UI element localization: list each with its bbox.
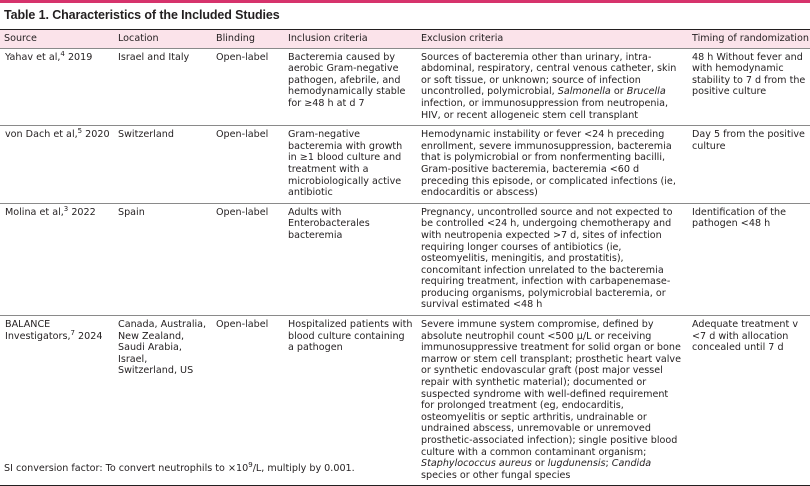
- table-row: [0, 316, 810, 486]
- col-header-location: Location: [114, 30, 212, 48]
- cell-timing: 48 h Without fever and with hemodynamic stability to 7 d from the positive culture: [688, 48, 810, 126]
- cell-source: Molina et al,$^3$ 2022: [0, 203, 114, 315]
- cell-exclusion: Pregnancy, uncontrolled source and not expected to be controlled <24 h, undergoing chemotherapy and with neutropenia expected >7 d, sites of infection requiring longer courses of antibiotics (ie, osteomyelitis, meningitis, and prostatitis), concomitant infection unrelated to the bacteremia requiring treatment, infection with carbapenemase-producing organisms, polymicrobial bacteremia, or survival estimated <48 h: [417, 203, 688, 315]
- col-header-inclusion: Inclusion criteria: [284, 30, 417, 48]
- accent-top-bar: [0, 0, 810, 3]
- col-header-blinding: Blinding: [212, 30, 284, 48]
- footnote: SI conversion factor: To convert neutrophils to $\times 10^9/L$, multiply by 0.001.: [4, 460, 355, 474]
- studies-table: [0, 30, 810, 486]
- col-header-timing: Timing of randomization: [688, 30, 810, 48]
- col-header-source: Source: [0, 30, 114, 48]
- cell-blinding: Open-label: [212, 203, 284, 315]
- cell-location: Switzerland: [114, 126, 212, 204]
- cell-inclusion: Adults with Enterobacterales bacteremia: [284, 203, 417, 315]
- cell-location: Canada, Australia, New Zealand, Saudi Arabia, Israel, Switzerland, US: [114, 316, 212, 486]
- cell-blinding: Open-label: [212, 48, 284, 126]
- table-row: [0, 48, 810, 126]
- cell-location: Spain: [114, 203, 212, 315]
- cell-source: von Dach et al,$^5$ 2020: [0, 126, 114, 204]
- cell-location: Israel and Italy: [114, 48, 212, 126]
- table-title: Table 1. Characteristics of the Included Studies: [4, 8, 280, 22]
- cell-exclusion: Severe immune system compromise, defined by absolute neutrophil count <500 µ/L or receiving immunosuppressive treatment for solid organ or bone marrow or stem cell transplant; prosthetic heart valve or synthetic endovascular graft (post major vessel repair with synthetic material); documented or suspected syndrome with well-defined requirement for prolonged treatment (eg, endocarditis, osteomyelitis or septic arthritis, undrainable or undrained abscess, unremovable or unremoved prosthetic-associated infection); single positive blood culture with a common contaminant organism; Staphylococcus aureus or lugdunensis; Candida species or other fungal species: [417, 316, 688, 486]
- cell-inclusion: Gram-negative bacteremia with growth in ≥1 blood culture and treatment with a microbiologically active antibiotic: [284, 126, 417, 204]
- table-row: [0, 126, 810, 204]
- header-row: [0, 30, 810, 48]
- cell-blinding: Open-label: [212, 316, 284, 486]
- cell-inclusion: Bacteremia caused by aerobic Gram-negative pathogen, afebrile, and hemodynamically stable for ≥48 h at d 7: [284, 48, 417, 126]
- cell-timing: Day 5 from the positive culture: [688, 126, 810, 204]
- cell-blinding: Open-label: [212, 126, 284, 204]
- cell-exclusion: Hemodynamic instability or fever <24 h preceding enrollment, severe immunosuppression, bacteremia that is polymicrobial or from nonfermenting bacilli, Gram-positive bacteremia, bacteremia <60 d preceding this episode, or complicated infections (ie, endocarditis or abscess): [417, 126, 688, 204]
- cell-timing: Adequate treatment v <7 d with allocation concealed until 7 d: [688, 316, 810, 486]
- cell-timing: Identification of the pathogen <48 h: [688, 203, 810, 315]
- col-header-exclusion: Exclusion criteria: [417, 30, 688, 48]
- table-row: [0, 203, 810, 315]
- cell-inclusion: Hospitalized patients with blood culture containing a pathogen: [284, 316, 417, 486]
- cell-source: Yahav et al,$^4$ 2019: [0, 48, 114, 126]
- cell-exclusion: Sources of bacteremia other than urinary, intra-abdominal, respiratory, central venous catheter, skin or soft tissue, or unknown; source of infection uncontrolled, polymicrobial, Salmonella or Brucella infection, or immunosuppression from neutropenia, HIV, or recent allogeneic stem cell transplant: [417, 48, 688, 126]
- cell-source: BALANCE Investigators,$^7$ 2024: [0, 316, 114, 486]
